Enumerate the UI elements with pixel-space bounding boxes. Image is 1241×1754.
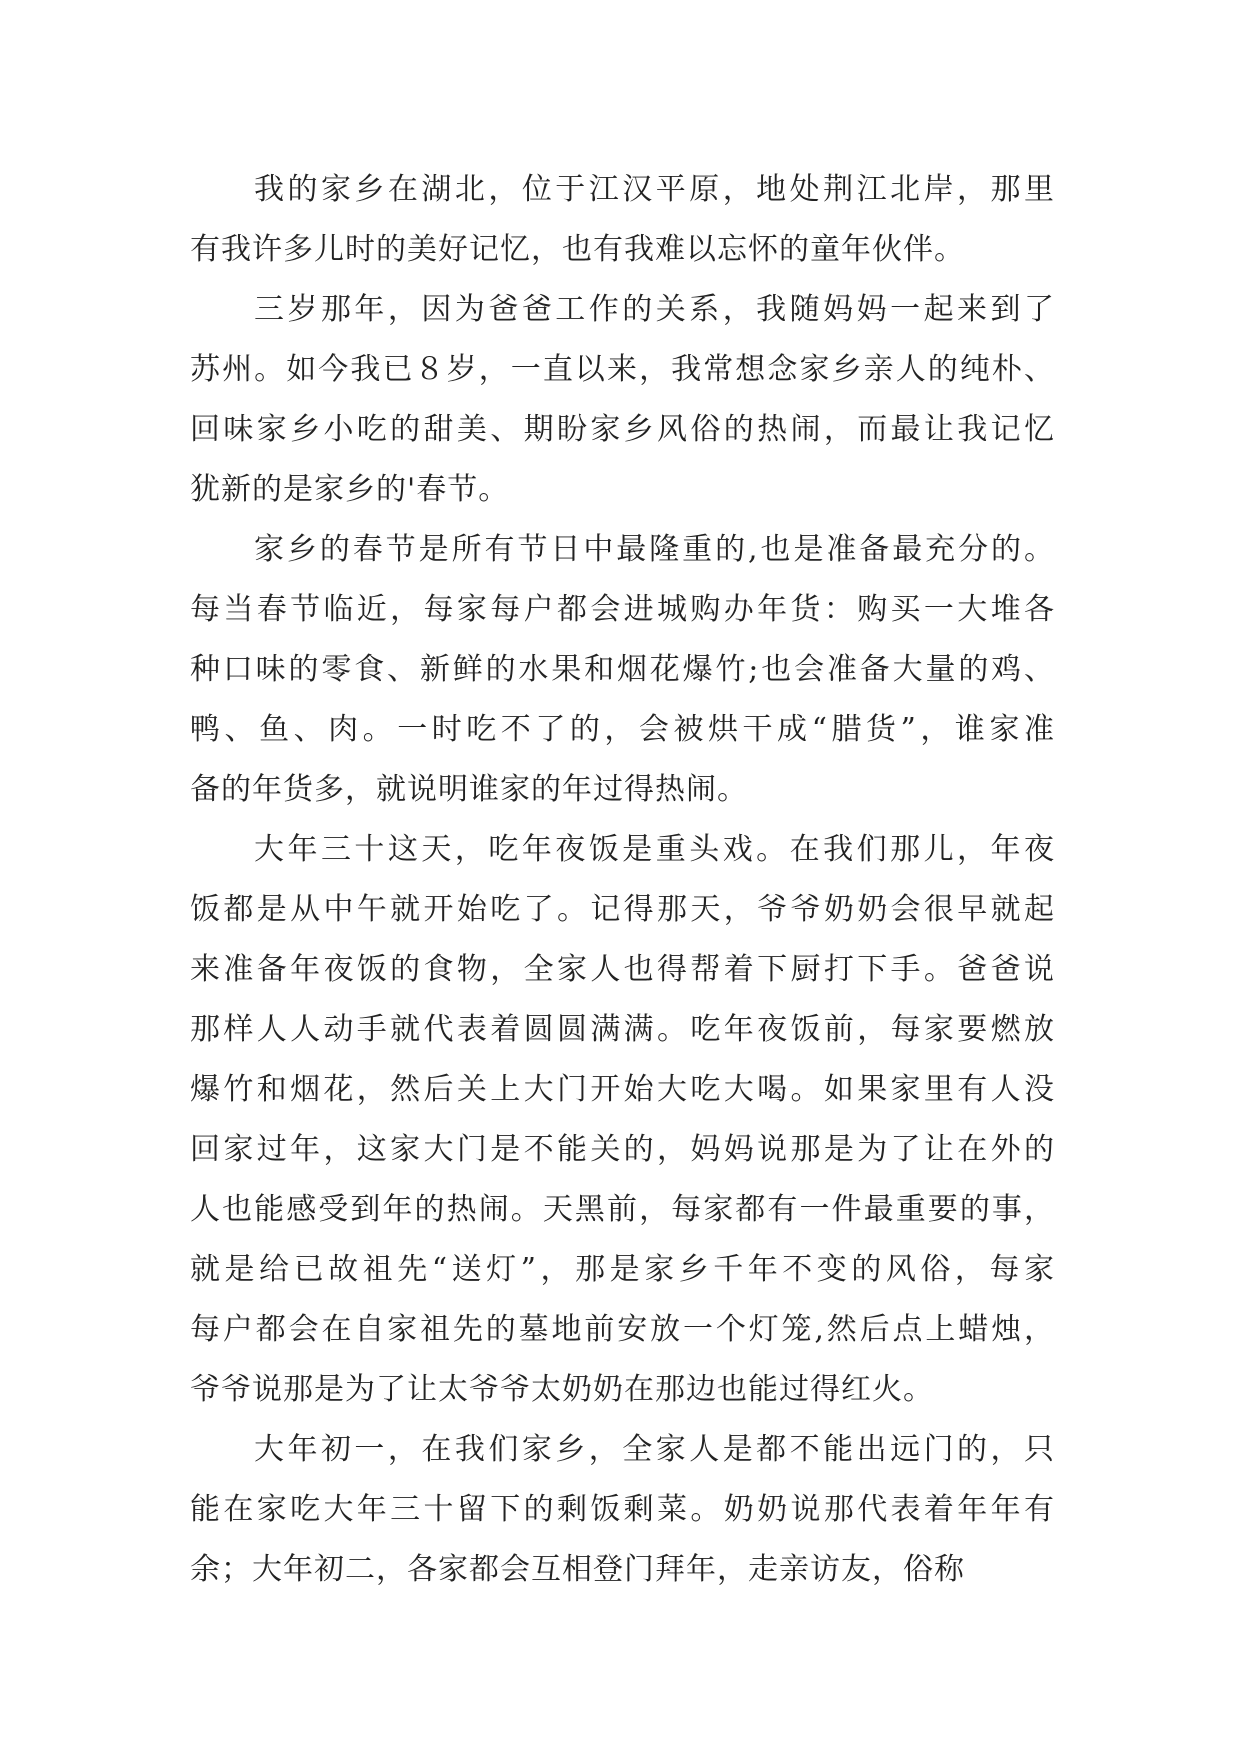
text-line: 苏州。如今我已８岁，一直以来，我常想念家乡亲人的纯朴、 [190, 352, 1055, 387]
text-line: 人也能感受到年的热闹。天黑前，每家都有一件最重要的事， [190, 1192, 1055, 1227]
paragraph-1 [190, 160, 1055, 280]
text-line: 家乡的春节是所有节日中最隆重的,也是准备最充分的。 [254, 532, 1055, 567]
text-line: 爆竹和烟花，然后关上大门开始大吃大喝。如果家里有人没 [190, 1072, 1055, 1107]
text-line: 三岁那年，因为爸爸工作的关系，我随妈妈一起来到了 [254, 292, 1055, 327]
text-line: 大年初一，在我们家乡，全家人是都不能出远门的，只 [254, 1432, 1055, 1467]
text-line: 每户都会在自家祖先的墓地前安放一个灯笼,然后点上蜡烛， [190, 1312, 1055, 1347]
text-line: 能在家吃大年三十留下的剩饭剩菜。奶奶说那代表着年年有 [190, 1492, 1055, 1527]
text-line: 大年三十这天，吃年夜饭是重头戏。在我们那儿，年夜 [254, 832, 1055, 867]
document-body [190, 160, 1055, 1600]
paragraph-5 [190, 1420, 1055, 1600]
text-line: 鸭、鱼、肉。一时吃不了的，会被烘干成“腊货”，谁家准 [190, 712, 1055, 747]
text-line: 余；大年初二，各家都会互相登门拜年，走亲访友，俗称 [190, 1552, 965, 1587]
paragraph-2 [190, 280, 1055, 520]
text-line: 回味家乡小吃的甜美、期盼家乡风俗的热闹，而最让我记忆 [190, 412, 1055, 447]
text-line: 就是给已故祖先“送灯”，那是家乡千年不变的风俗，每家 [190, 1252, 1055, 1287]
text-line: 爷爷说那是为了让太爷爷太奶奶在那边也能过得红火。 [190, 1372, 934, 1407]
text-line: 有我许多儿时的美好记忆，也有我难以忘怀的童年伙伴。 [190, 232, 965, 267]
paragraph-3 [190, 520, 1055, 820]
text-line: 种口味的零食、新鲜的水果和烟花爆竹;也会准备大量的鸡、 [190, 652, 1055, 687]
text-line: 饭都是从中午就开始吃了。记得那天，爷爷奶奶会很早就起 [190, 892, 1055, 927]
text-line: 备的年货多，就说明谁家的年过得热闹。 [190, 772, 748, 807]
text-line: 来准备年夜饭的食物，全家人也得帮着下厨打下手。爸爸说 [190, 952, 1055, 987]
text-line: 那样人人动手就代表着圆圆满满。吃年夜饭前，每家要燃放 [190, 1012, 1055, 1047]
paragraph-4 [190, 820, 1055, 1420]
text-line: 回家过年，这家大门是不能关的，妈妈说那是为了让在外的 [190, 1132, 1055, 1167]
text-line: 每当春节临近，每家每户都会进城购办年货：购买一大堆各 [190, 592, 1055, 627]
text-line: 我的家乡在湖北，位于江汉平原，地处荆江北岸，那里 [254, 172, 1055, 207]
text-line: 犹新的是家乡的'春节。 [190, 472, 510, 507]
